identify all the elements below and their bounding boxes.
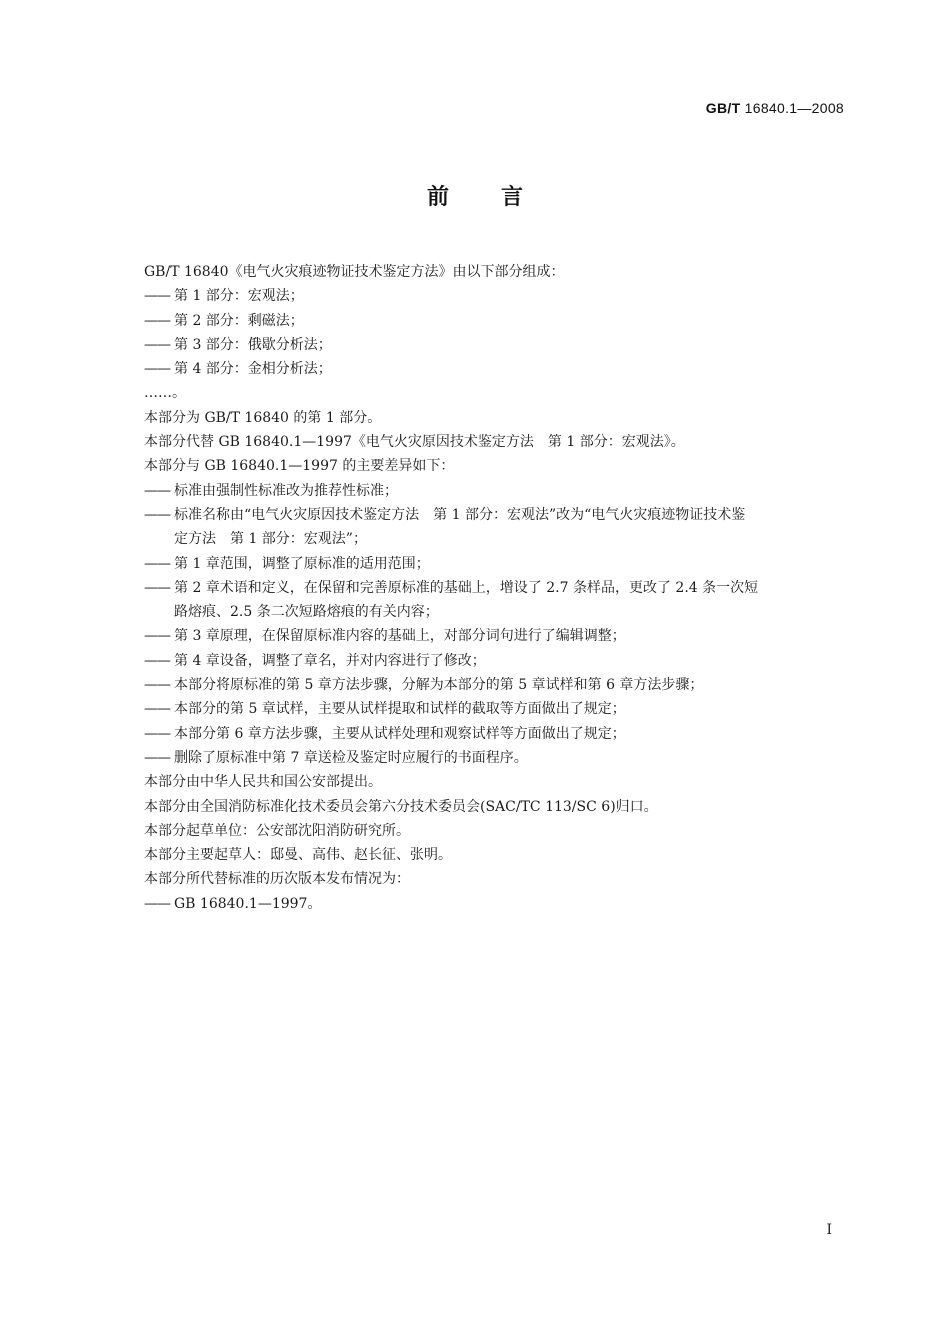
list-item-text xyxy=(174,697,844,721)
list-item xyxy=(144,722,844,746)
list-item-text xyxy=(174,722,844,746)
statement-replaces: 本部分代替 GB 16840.1—1997《电气火灾原因技术鉴定方法 第 1 部分：宏观法》。 xyxy=(144,434,685,451)
list-item-line: 定方法 第 1 部分：宏观法”； xyxy=(174,531,367,548)
list-item-text xyxy=(174,503,844,552)
list-item xyxy=(144,892,844,916)
list-item-line: 删除了原标准中第 7 章送检及鉴定时应履行的书面程序。 xyxy=(174,749,528,766)
list-item-text: GB 16840.1—1997。 xyxy=(174,895,322,912)
dash-marker: —— xyxy=(144,749,170,766)
page-title: 前言 xyxy=(426,185,575,210)
list-item xyxy=(144,697,844,721)
list-item xyxy=(144,746,844,770)
dash-marker: —— xyxy=(144,677,170,694)
list-item-text xyxy=(174,479,844,503)
closing-committee: 本部分由全国消防标准化技术委员会第六分技术委员会(SAC/TC 113/SC 6)归口。 xyxy=(144,798,658,815)
list-item xyxy=(144,357,844,381)
dash-marker: —— xyxy=(144,361,170,378)
list-item-text: 第 3 部分：俄歇分析法； xyxy=(174,336,332,353)
list-item-line: 第 2 章术语和定义，在保留和完善原标准的基础上，增设了 2.7 条样品，更改了 2.4 条一次短 xyxy=(174,579,759,596)
dash-marker: —— xyxy=(144,506,170,523)
list-item xyxy=(144,333,844,357)
standard-code-number: 16840.1—2008 xyxy=(744,100,844,116)
list-item-line: 第 4 章设备，调整了章名，并对内容进行了修改； xyxy=(174,652,486,669)
dash-marker: —— xyxy=(144,288,170,305)
list-item xyxy=(144,284,844,308)
list-item-text xyxy=(174,576,844,625)
statement-differences: 本部分与 GB 16840.1—1997 的主要差异如下： xyxy=(144,458,455,475)
intro-paragraph: GB/T 16840《电气火灾痕迹物证技术鉴定方法》由以下部分组成： xyxy=(144,264,565,280)
list-item xyxy=(144,624,844,648)
dash-marker: —— xyxy=(144,555,170,572)
list-item xyxy=(144,309,844,333)
dash-marker: —— xyxy=(144,895,170,912)
list-item xyxy=(144,673,844,697)
standard-code xyxy=(706,100,844,116)
list-item-text: 第 1 部分：宏观法； xyxy=(174,288,304,305)
list-item xyxy=(144,503,844,552)
dash-marker: —— xyxy=(144,482,170,499)
list-item-line: 标准由强制性标准改为推荐性标准； xyxy=(174,482,398,499)
list-item-text xyxy=(174,673,844,697)
list-item-text: 第 4 部分：金相分析法； xyxy=(174,361,332,378)
closing-proposer: 本部分由中华人民共和国公安部提出。 xyxy=(144,774,382,791)
dash-marker: —— xyxy=(144,312,170,329)
list-item-line: 本部分第 6 章方法步骤，主要从试样处理和观察试样等方面做出了规定； xyxy=(174,725,626,742)
dash-marker: —— xyxy=(144,579,170,596)
list-item-line: 第 1 章范围，调整了原标准的适用范围； xyxy=(174,555,430,572)
list-item-text xyxy=(174,746,844,770)
list-item-line: 路熔痕、2.5 条二次短路熔痕的有关内容； xyxy=(174,604,439,621)
closing-drafters: 本部分主要起草人：邸曼、高伟、赵长征、张明。 xyxy=(144,847,452,864)
dash-marker: —— xyxy=(144,701,170,718)
dash-marker: —— xyxy=(144,628,170,645)
list-item xyxy=(144,649,844,673)
list-item-line: 本部分的第 5 章试样，主要从试样提取和试样的截取等方面做出了规定； xyxy=(174,701,626,718)
dash-marker: —— xyxy=(144,336,170,353)
list-item xyxy=(144,479,844,503)
closing-history-intro: 本部分所代替标准的历次版本发布情况为： xyxy=(144,871,410,888)
dash-marker: —— xyxy=(144,652,170,669)
foreword-body xyxy=(144,260,844,916)
list-item xyxy=(144,552,844,576)
ellipsis: ……。 xyxy=(144,385,186,402)
list-item-line: 标准名称由“电气火灾原因技术鉴定方法 第 1 部分：宏观法”改为“电气火灾痕迹物证技术鉴 xyxy=(174,506,746,523)
page-number: I xyxy=(826,1222,832,1238)
list-item-text xyxy=(174,552,844,576)
standard-code-prefix: GB/T xyxy=(705,100,741,116)
list-item-text: 第 2 部分：剩磁法； xyxy=(174,312,304,329)
statement-part-of: 本部分为 GB/T 16840 的第 1 部分。 xyxy=(144,409,382,426)
list-item xyxy=(144,576,844,625)
list-item-text xyxy=(174,649,844,673)
list-item-line: 本部分将原标准的第 5 章方法步骤，分解为本部分的第 5 章试样和第 6 章方法步骤； xyxy=(174,677,704,694)
dash-marker: —— xyxy=(144,725,170,742)
closing-drafting-unit: 本部分起草单位：公安部沈阳消防研究所。 xyxy=(144,822,410,839)
list-item-line: 第 3 章原理，在保留原标准内容的基础上，对部分词句进行了编辑调整； xyxy=(174,628,626,645)
list-item-text xyxy=(174,624,844,648)
